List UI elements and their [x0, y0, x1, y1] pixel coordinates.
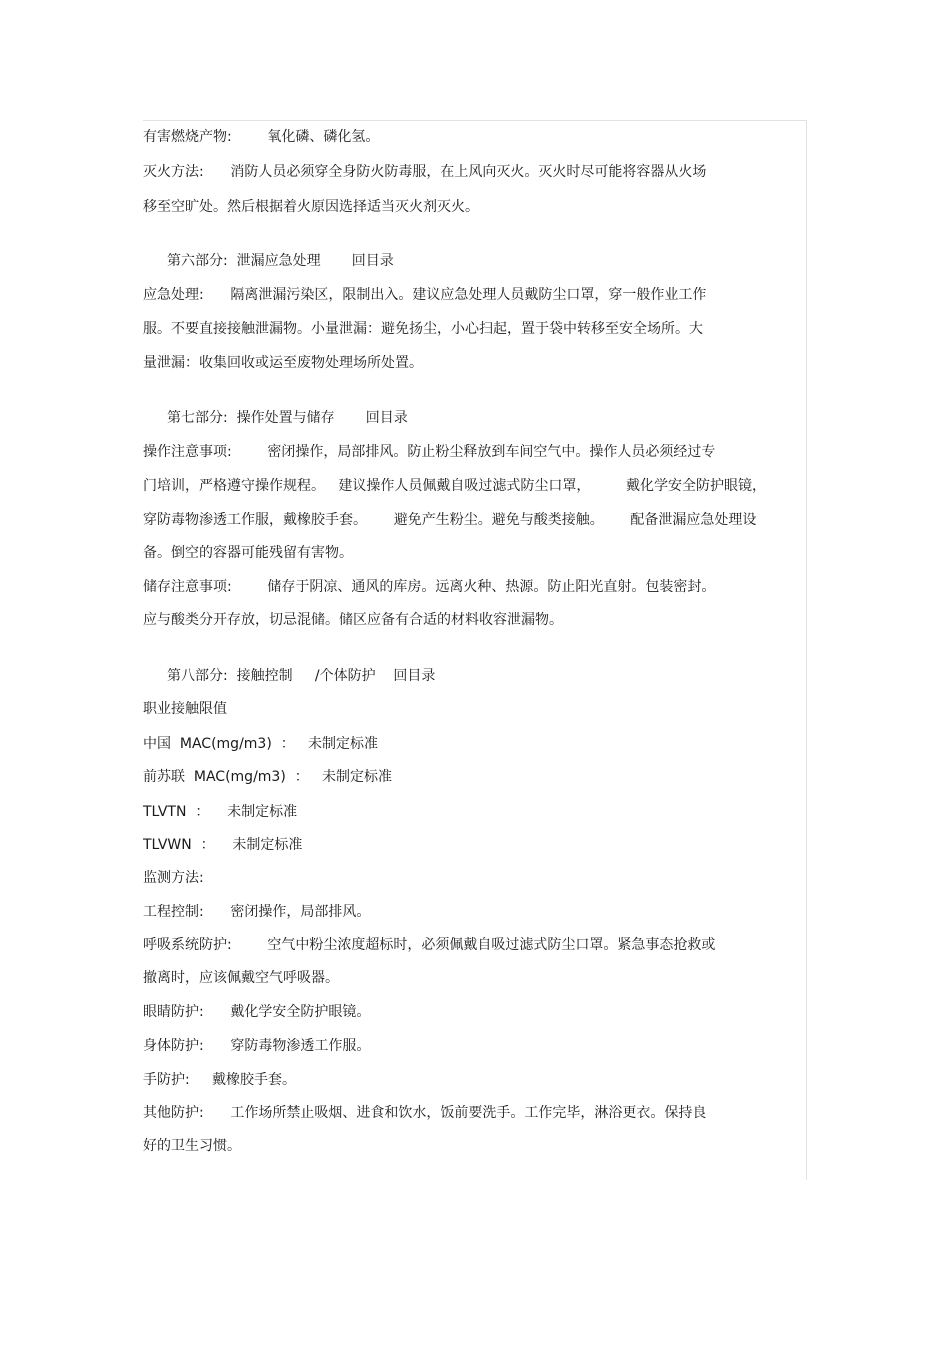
- fire-fighting-line-1: 灭火方法: 消防人员必须穿全身防火防毒服，在上风向灭火。灭火时尽可能将容器从火场: [143, 164, 707, 180]
- other-protection-line-1: 其他防护: 工作场所禁止吸烟、进食和饮水，饭前要洗手。工作完毕，淋浴更衣。保持良: [143, 1105, 707, 1121]
- combustion-products-line: 有害燃烧产物: 氧化磷、磷化氢。: [143, 129, 380, 145]
- section-7-heading: 第七部分: 操作处置与储存 回目录: [167, 410, 408, 426]
- eye-protection-line: 眼睛防护: 戴化学安全防护眼镜。: [143, 1004, 371, 1020]
- page-frame-right-border: [806, 120, 807, 1180]
- operation-precautions-line-4: 备。倒空的容器可能残留有害物。: [143, 545, 353, 561]
- monitoring-method-line: 监测方法:: [143, 870, 204, 886]
- tlvwn-line: TLVWN ： 未制定标准: [143, 837, 303, 853]
- other-protection-line-2: 好的卫生习惯。: [143, 1138, 241, 1154]
- operation-precautions-line-3: 穿防毒物渗透工作服，戴橡胶手套。 避免产生粉尘。避免与酸类接触。 配备泄漏应急处理设: [143, 512, 757, 528]
- hand-protection-line: 手防护: 戴橡胶手套。: [143, 1072, 296, 1088]
- section-8-heading: 第八部分: 接触控制 /个体防护 回目录: [167, 668, 436, 684]
- engineering-control-line: 工程控制: 密闭操作，局部排风。: [143, 904, 371, 920]
- storage-precautions-line-2: 应与酸类分开存放，切忌混储。储区应备有合适的材料收容泄漏物。: [143, 612, 563, 628]
- operation-precautions-line-1: 操作注意事项: 密闭操作，局部排风。防止粉尘释放到车间空气中。操作人员必须经过专: [143, 444, 716, 460]
- section-6-heading: 第六部分: 泄漏应急处理 回目录: [167, 253, 394, 269]
- emergency-handling-line-2: 服。不要直接接触泄漏物。小量泄漏：避免扬尘，小心扫起，置于袋中转移至安全场所。大: [143, 321, 703, 337]
- respiratory-protection-line-1: 呼吸系统防护: 空气中粉尘浓度超标时，必须佩戴自吸过滤式防尘口罩。紧急事态抢救或: [143, 937, 716, 953]
- emergency-handling-line-1: 应急处理: 隔离泄漏污染区，限制出入。建议应急处理人员戴防尘口罩，穿一般作业工作: [143, 287, 707, 303]
- operation-precautions-line-2: 门培训，严格遵守操作规程。 建议操作人员佩戴自吸过滤式防尘口罩， 戴化学安全防护眼镜，: [143, 478, 766, 494]
- former-ussr-mac-line: 前苏联 MAC(mg/m3) ： 未制定标准: [143, 769, 393, 785]
- storage-precautions-line-1: 储存注意事项: 储存于阴凉、通风的库房。远离火种、热源。防止阳光直射。包装密封。: [143, 579, 716, 595]
- tlvtn-line: TLVTN ： 未制定标准: [143, 804, 298, 820]
- body-protection-line: 身体防护: 穿防毒物渗透工作服。: [143, 1038, 371, 1054]
- emergency-handling-line-3: 量泄漏：收集回收或运至废物处理场所处置。: [143, 355, 423, 371]
- respiratory-protection-line-2: 撤离时，应该佩戴空气呼吸器。: [143, 970, 339, 986]
- exposure-limits-heading: 职业接触限值: [143, 701, 227, 717]
- page-frame-top-border: [143, 120, 807, 121]
- fire-fighting-line-2: 移至空旷处。然后根据着火原因选择适当灭火剂灭火。: [143, 199, 479, 215]
- china-mac-line: 中国 MAC(mg/m3) ： 未制定标准: [143, 736, 379, 752]
